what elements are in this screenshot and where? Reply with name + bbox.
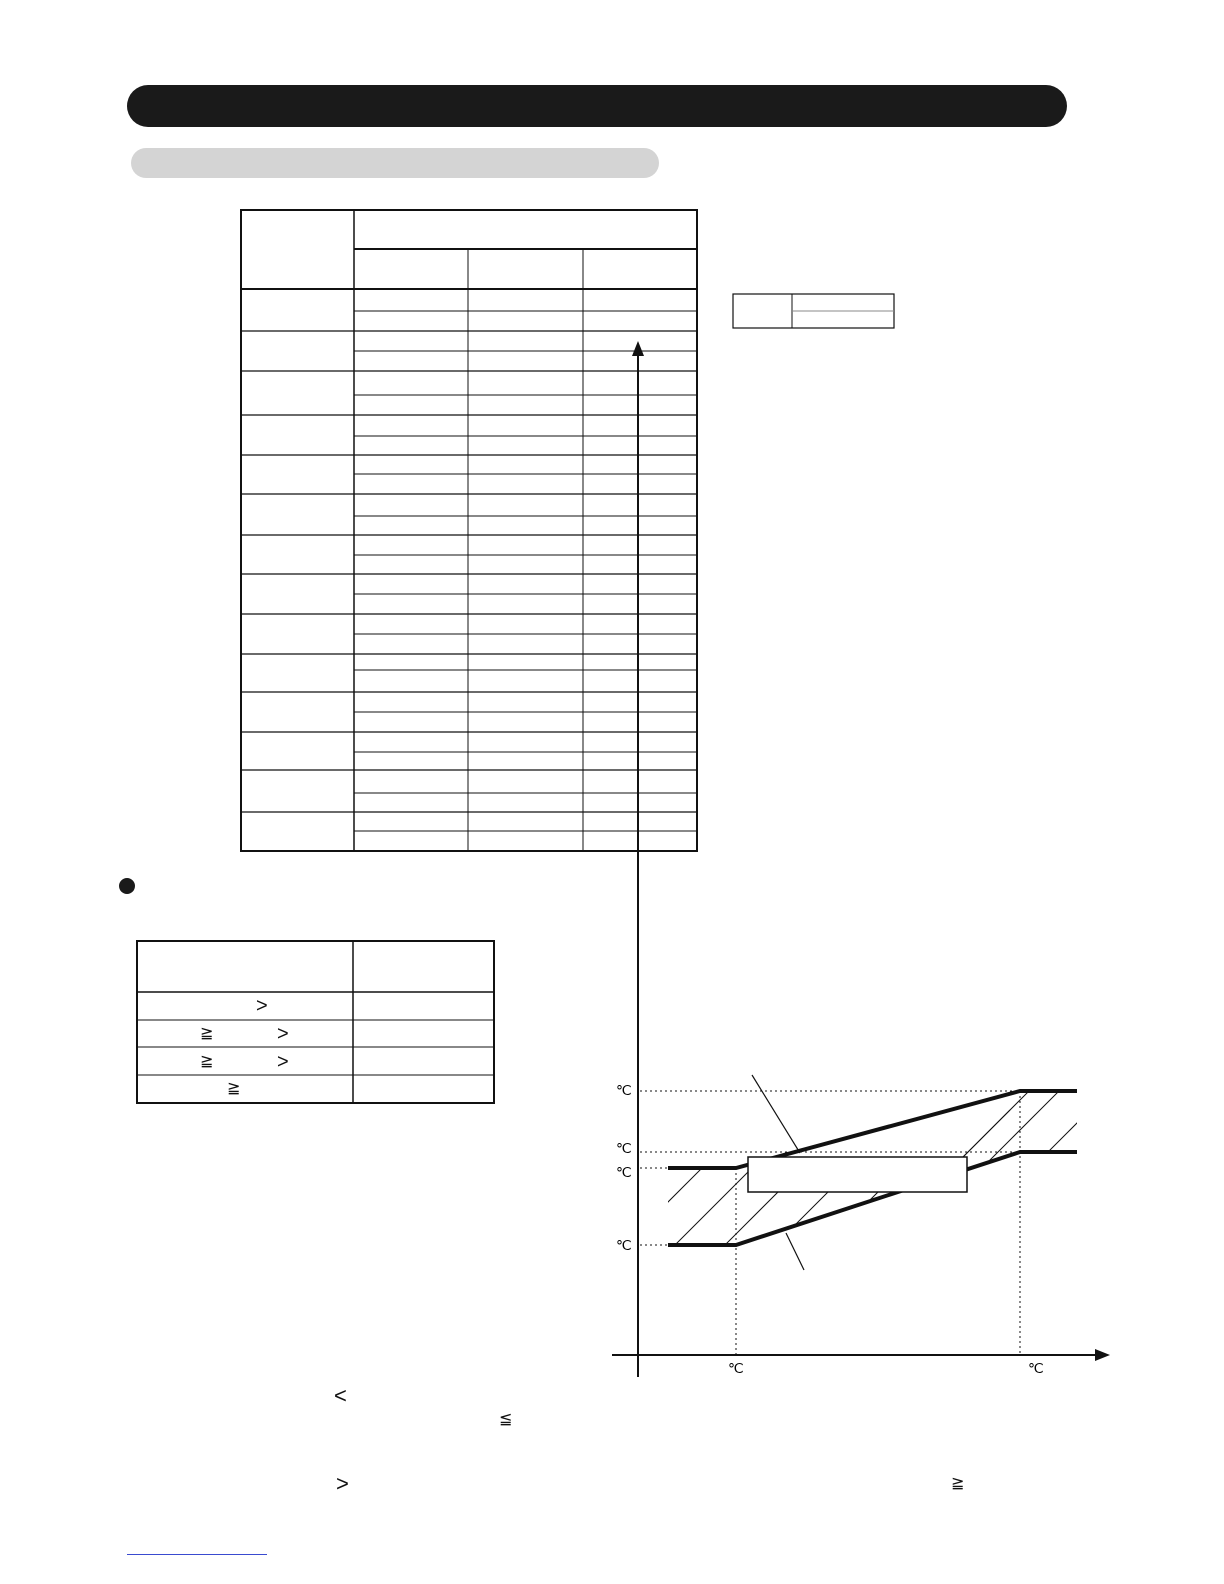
lower-leader-line [786, 1233, 804, 1270]
footnote-symbol-less-than: < [334, 1383, 347, 1408]
row3-operator-a: ≧ [200, 1053, 214, 1070]
row3-operator-b: > [277, 1051, 289, 1073]
comparison-table [136, 940, 495, 1104]
footnote-symbol-greater-equal: ≧ [951, 1475, 965, 1492]
temperature-graph [560, 330, 1120, 1390]
x-tick-unit: ℃ [728, 1360, 744, 1376]
y-tick-unit: ℃ [616, 1237, 632, 1253]
legend-box [730, 292, 898, 332]
footer-link-underline[interactable] [127, 1554, 267, 1555]
y-tick-unit: ℃ [616, 1140, 632, 1156]
comparison-table-grid [136, 940, 495, 1104]
x-axis-arrow-icon [1095, 1349, 1110, 1361]
graph-label-box [748, 1157, 967, 1192]
footnote-symbol-less-equal: ≦ [499, 1411, 513, 1428]
y-axis-arrow-icon [632, 341, 644, 356]
row1-operator: > [256, 995, 268, 1017]
footnote-symbol-greater-than: > [336, 1471, 349, 1496]
row2-operator-b: > [277, 1023, 289, 1045]
x-tick-unit: ℃ [1028, 1360, 1044, 1376]
bullet-dot [119, 878, 135, 894]
y-tick-unit: ℃ [616, 1082, 632, 1098]
upper-leader-line [752, 1075, 800, 1153]
row4-operator: ≧ [227, 1080, 241, 1097]
row2-operator-a: ≧ [200, 1025, 214, 1042]
y-tick-unit: ℃ [616, 1164, 632, 1180]
